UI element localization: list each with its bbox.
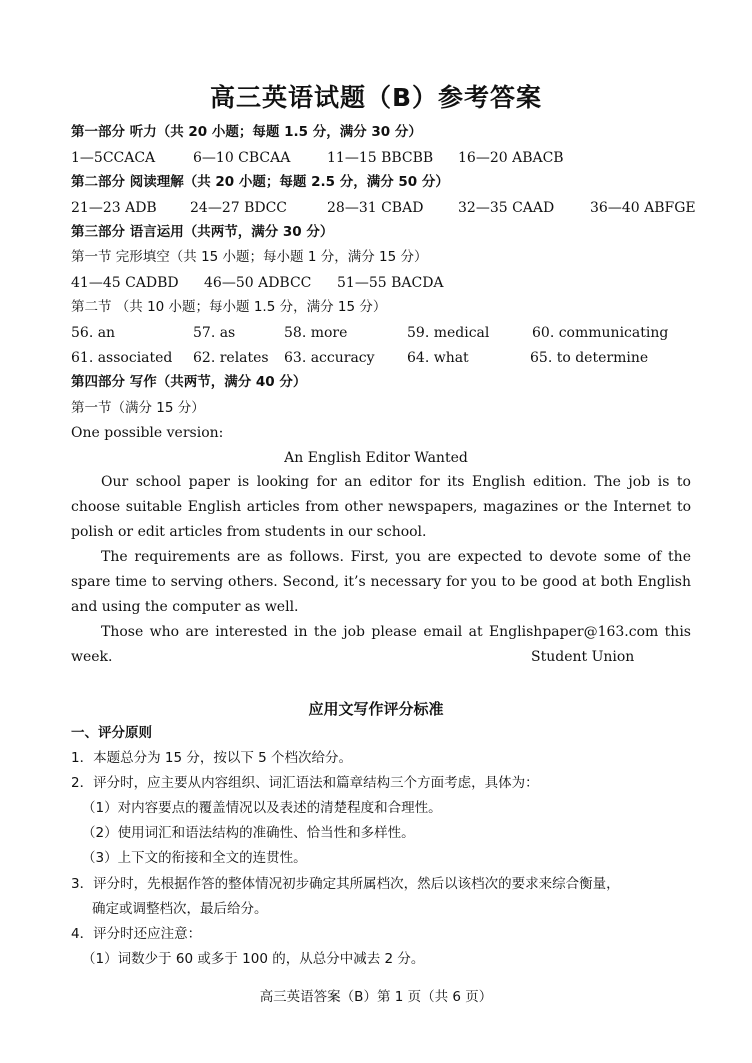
part3-heading: 第三部分 语言运用（共两节，满分 30 分） [71, 224, 334, 240]
part1-answer: 11—15 BBCBB [327, 150, 434, 166]
part2-answer: 24—27 BDCC [190, 200, 288, 216]
scoring-subitem: （2）使用词汇和语法结构的准确性、恰当性和多样性。 [82, 825, 415, 841]
page-title: 高三英语试题（B）参考答案 [209, 83, 543, 112]
part4-section1-heading: 第一节（满分 15 分） [71, 400, 205, 416]
essay-paragraph [71, 545, 691, 620]
blank-answer: 59. medical [407, 325, 490, 341]
part1-answer: 16—20 ABACB [458, 150, 564, 166]
essay-title: An English Editor Wanted [284, 450, 468, 466]
blank-answer: 64. what [407, 350, 469, 366]
part3-section2-heading: 第二节 （共 10 小题；每小题 1.5 分，满分 15 分） [71, 299, 387, 315]
part2-heading: 第二部分 阅读理解（共 20 小题；每题 2.5 分，满分 50 分） [71, 174, 449, 190]
part3-answer: 41—45 CADBD [71, 275, 179, 291]
scoring-subitem: （3）上下文的衔接和全文的连贯性。 [82, 850, 307, 866]
signature: Student Union [531, 649, 635, 665]
page-footer: 高三英语答案（B）第 1 页（共 6 页） [259, 989, 493, 1005]
part3-answer: 51—55 BACDA [337, 275, 444, 291]
scoring-item: 3．评分时，先根据作答的整体情况初步确定其所属档次，然后以该档次的要求来综合衡量， [71, 876, 620, 892]
part2-answer: 28—31 CBAD [327, 200, 424, 216]
version-label: One possible version: [71, 425, 224, 441]
scoring-subitem: （1）词数少于 60 或多于 100 的，从总分中减去 2 分。 [82, 951, 425, 967]
scoring-title: 应用文写作评分标准 [308, 700, 444, 718]
blank-answer: 61. associated [71, 350, 173, 366]
scoring-item: 4．评分时还应注意： [71, 926, 202, 942]
part1-heading: 第一部分 听力（共 20 小题；每题 1.5 分，满分 30 分） [71, 124, 422, 140]
scoring-item: 2．评分时，应主要从内容组织、词汇语法和篇章结构三个方面考虑，具体为： [71, 775, 539, 791]
part2-answer: 21—23 ADB [71, 200, 157, 216]
part1-answer: 1—5CCACA [71, 150, 156, 166]
scoring-item-continuation: 确定或调整档次，最后给分。 [92, 901, 268, 917]
blank-answer: 58. more [284, 325, 348, 341]
blank-answer: 65. to determine [530, 350, 649, 366]
essay-paragraph-text: Our school paper is looking for an editor for its English edition. The job is to choose suitable English articles from other newspapers, magazines or the Internet to polish or edit articles from students in our school. [71, 474, 691, 540]
scoring-subitem: （1）对内容要点的覆盖情况以及表述的清楚程度和合理性。 [82, 800, 442, 816]
essay-paragraph-text: The requirements are as follows. First, you are expected to devote some of the spare time to serving others. Second, it’s necessary for you to be good at both English and using the computer as well. [71, 549, 691, 615]
essay-paragraph-text: Those who are interested in the job please email at Englishpaper@163.com this week. [71, 624, 691, 665]
principles-heading: 一、评分原则 [71, 725, 152, 741]
blank-answer: 62. relates [193, 350, 269, 366]
essay-paragraph [71, 470, 691, 545]
part2-answer: 32—35 CAAD [458, 200, 555, 216]
part3-answer: 46—50 ADBCC [204, 275, 312, 291]
part4-heading: 第四部分 写作（共两节，满分 40 分） [71, 374, 307, 390]
part2-answer: 36—40 ABFGE [590, 200, 696, 216]
blank-answer: 63. accuracy [284, 350, 375, 366]
scoring-item: 1．本题总分为 15 分，按以下 5 个档次给分。 [71, 750, 353, 766]
blank-answer: 56. an [71, 325, 116, 341]
part1-answer: 6—10 CBCAA [193, 150, 291, 166]
blank-answer: 60. communicating [532, 325, 669, 341]
part3-section1-heading: 第一节 完形填空（共 15 小题；每小题 1 分，满分 15 分） [71, 249, 428, 265]
blank-answer: 57. as [193, 325, 236, 341]
